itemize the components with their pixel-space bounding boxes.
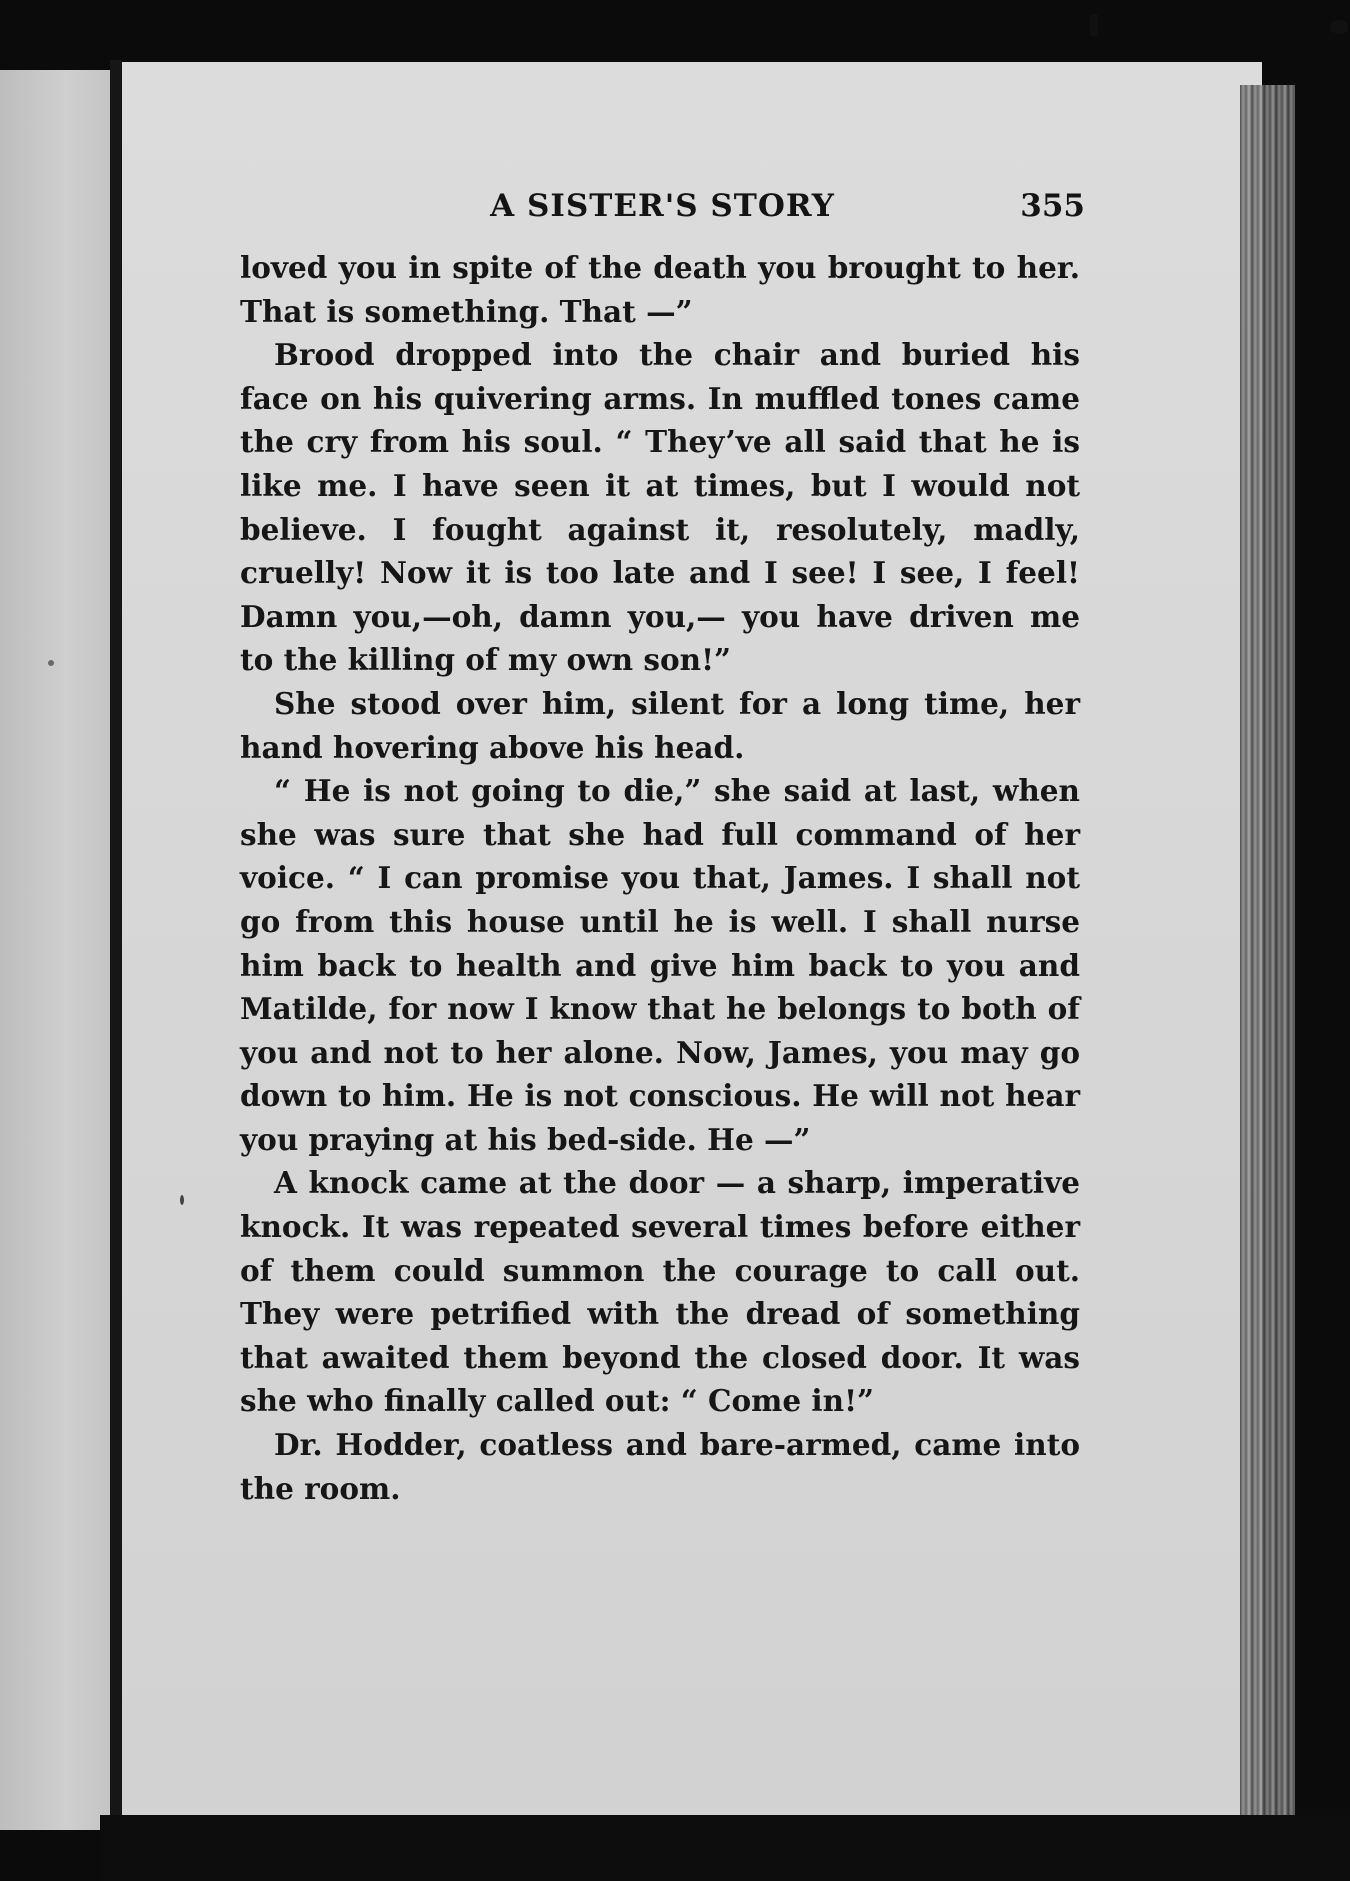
- paragraph: loved you in spite of the death you brought to her. That is something. That —”: [240, 250, 1080, 329]
- page-stack-edge: [1240, 85, 1295, 1820]
- bottom-shadow: [100, 1815, 1350, 1881]
- paragraph: Dr. Hodder, coatless and bare-armed, came into the room.: [240, 1427, 1080, 1506]
- scan-speck: [48, 660, 54, 666]
- paragraph: A knock came at the door — a sharp, imperative knock. It was repeated several times before either of them could summon the courage to call out. They were petrified with the dread of something that awaited them beyond the closed door. It was she who finally called out: “ Come in!”: [240, 1165, 1080, 1419]
- paragraph: Brood dropped into the chair and buried his face on his quivering arms. In muffled tones came the cry from his soul. “ They’ve all said that he is like me. I have seen it at times, but I would not believe. I fought against it, resolutely, madly, cruelly! Now it is too late and I see! I see, I feel! Damn you,—oh, damn you,— you have driven me to the killing of my own son!”: [240, 337, 1080, 678]
- running-title: A SISTER'S STORY: [490, 188, 835, 224]
- book-gutter: [110, 60, 122, 1840]
- paragraph: She stood over him, silent for a long time, her hand hovering above his head.: [240, 685, 1080, 765]
- left-page-edge: [0, 70, 110, 1830]
- paragraph: “ He is not going to die,” she said at last, when she was sure that she had full command of her voice. “ I can promise you that, James. I shall not go from this house until he is well. I shall nurse him back to health and give him back to you and Matilde, for now I know that he belongs to both of you and not to her alone. Now, James, you may go down to him. He is not conscious. He will not hear you praying at his bed-side. He —”: [240, 773, 1080, 1157]
- page-number: 355: [1020, 188, 1085, 224]
- scan-speck: [1330, 20, 1348, 34]
- body-text: [240, 246, 1080, 1510]
- scan-speck: [1090, 14, 1098, 36]
- scan-speck: [180, 1195, 184, 1205]
- running-header: [240, 188, 1085, 232]
